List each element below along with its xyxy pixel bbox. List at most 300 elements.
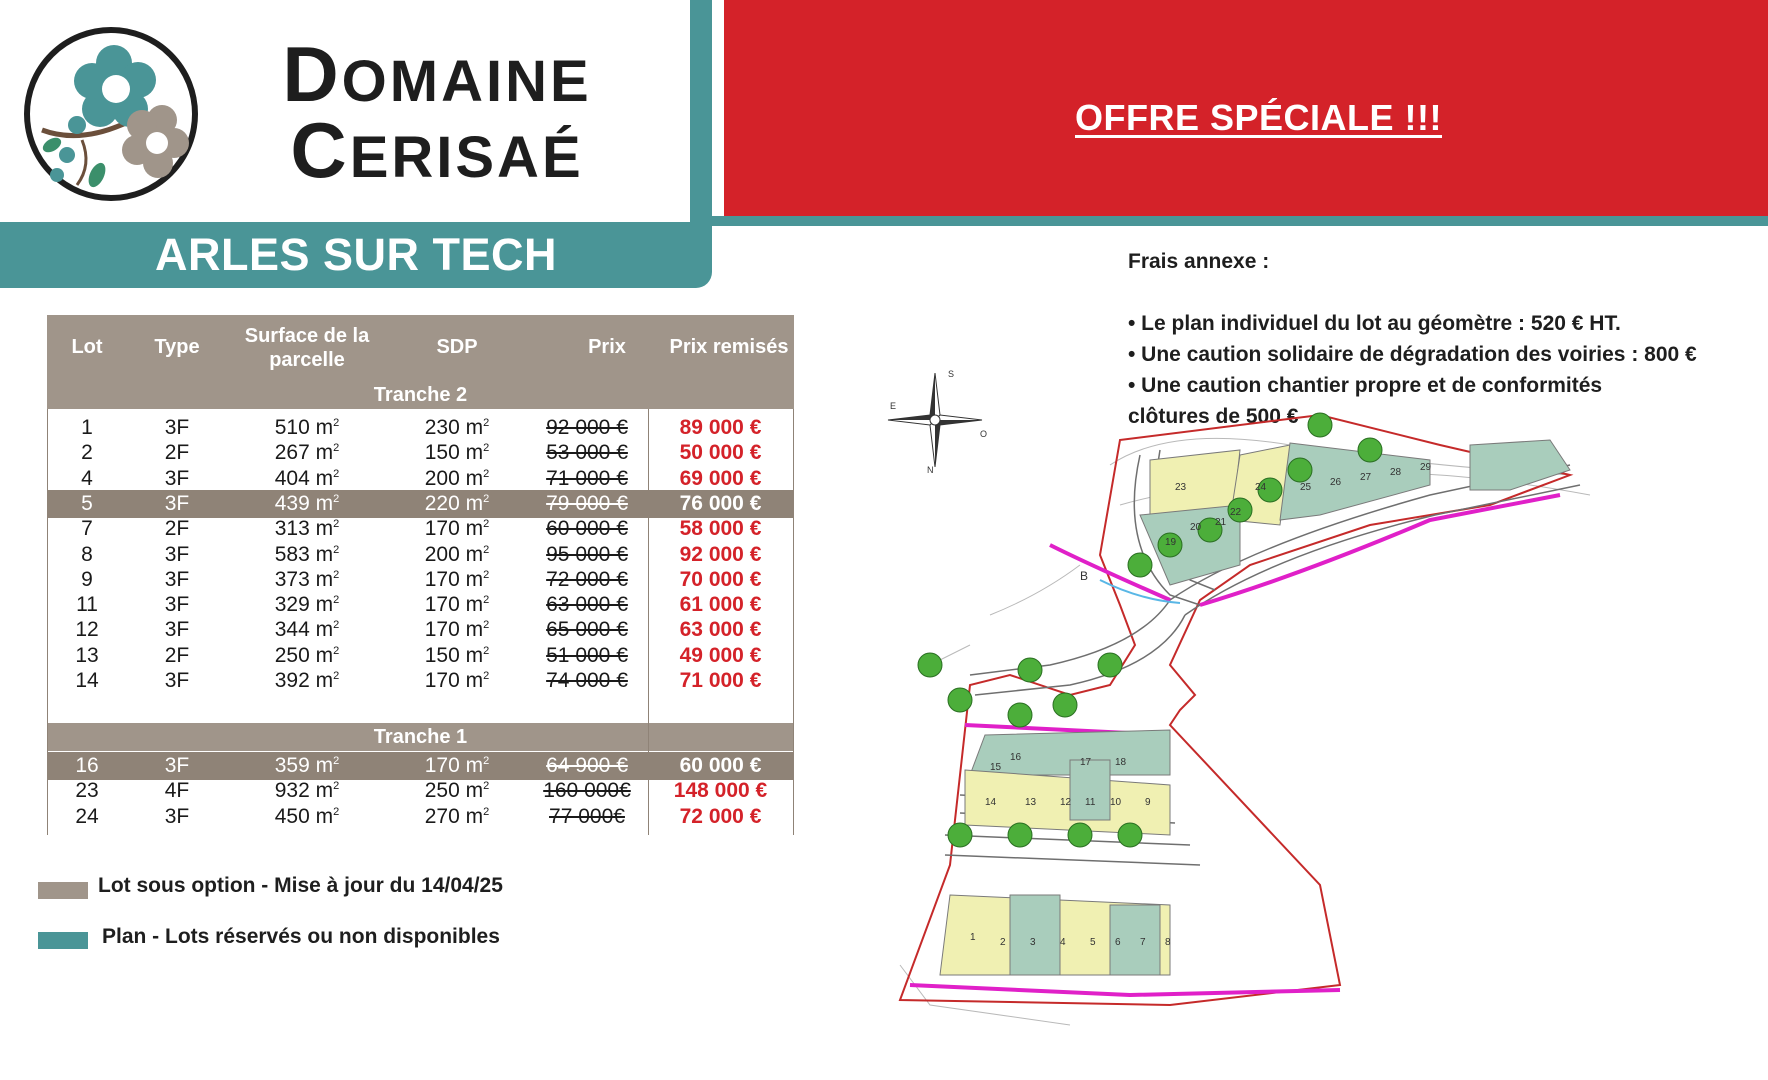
cell-surface-value: 439	[274, 491, 310, 515]
area-exponent: 2	[483, 755, 490, 767]
cell-type-value: 3F	[164, 804, 190, 828]
cell-prix-remise-value: 61 000 €	[679, 593, 762, 617]
lot-number: 9	[1145, 797, 1151, 808]
table-row	[47, 803, 794, 831]
area-exponent: 2	[333, 518, 340, 531]
area-unit: m	[465, 441, 484, 465]
cell-prix-value: 92 000 €	[546, 416, 628, 439]
table-row	[47, 591, 794, 619]
area-unit: m	[465, 416, 484, 439]
area-exponent: 2	[483, 492, 490, 505]
area-unit: m	[315, 517, 334, 541]
cell-prix-remise	[648, 803, 793, 831]
lot-number: 3	[1030, 937, 1036, 948]
cell-prix-remise	[648, 616, 793, 644]
cell-prix	[527, 515, 647, 543]
cell-sdp-value: 170	[424, 669, 460, 692]
cell-prix-value: 72 000 €	[546, 567, 628, 591]
header-teal-line	[690, 216, 1768, 226]
cell-prix-remise	[648, 642, 793, 670]
cell-lot-value: 24	[75, 804, 99, 828]
cell-prix-remise	[648, 414, 793, 442]
lot-number: 25	[1300, 482, 1312, 493]
lot-number: 5	[1090, 937, 1096, 948]
area-unit: m	[315, 542, 334, 566]
lot-number: 24	[1255, 482, 1267, 493]
cell-type	[127, 591, 227, 619]
lot-number: 8	[1165, 937, 1171, 948]
cell-sdp	[387, 752, 527, 780]
special-offer-title: OFFRE SPÉCIALE !!!	[1075, 97, 1442, 138]
cell-prix-value: 71 000 €	[546, 466, 628, 490]
cell-prix-value: 64 900 €	[546, 754, 628, 777]
cell-lot-value: 7	[81, 517, 93, 541]
cell-prix-value: 51 000 €	[546, 643, 628, 667]
area-exponent: 2	[483, 644, 490, 657]
lot-number: 2	[1000, 937, 1006, 948]
cell-lot	[47, 541, 127, 569]
cell-prix-remise	[648, 591, 793, 619]
area-unit: m	[465, 542, 484, 566]
lot-number: 21	[1215, 517, 1227, 528]
cell-type	[127, 642, 227, 670]
compass-e: E	[890, 401, 897, 411]
area-exponent: 2	[333, 755, 340, 767]
area-unit: m	[315, 779, 334, 803]
lot-number: 26	[1330, 477, 1342, 488]
area-exponent: 2	[483, 442, 490, 455]
area-exponent: 2	[333, 568, 340, 581]
cell-lot	[47, 591, 127, 619]
table-row-option	[47, 752, 794, 780]
cell-surface	[227, 642, 387, 670]
area-unit: m	[315, 643, 334, 667]
area-unit: m	[465, 754, 484, 777]
area-exponent: 2	[333, 417, 340, 429]
lot-number: 11	[1085, 797, 1096, 808]
cell-surface	[227, 777, 387, 805]
lot-number: 13	[1025, 797, 1037, 808]
area-exponent: 2	[483, 518, 490, 531]
cell-type-value: 3F	[164, 669, 190, 692]
area-exponent: 2	[333, 492, 340, 505]
cell-prix-remise-value: 89 000 €	[679, 416, 762, 439]
area-exponent: 2	[333, 543, 340, 556]
cell-type-value: 2F	[164, 517, 190, 541]
cell-prix	[527, 566, 647, 594]
cell-lot-value: 9	[81, 567, 93, 591]
cell-lot	[47, 515, 127, 543]
cell-prix-remise-value: 50 000 €	[679, 441, 762, 465]
cell-prix-remise	[648, 465, 793, 493]
cell-prix-remise-value: 148 000 €	[673, 779, 768, 803]
lot-number: 7	[1140, 937, 1146, 948]
area-exponent: 2	[483, 417, 490, 429]
header-surface: Surface de la parcelle	[244, 325, 370, 371]
lot-number: 16	[1010, 752, 1022, 763]
cell-surface	[227, 667, 387, 695]
cell-surface-value: 373	[274, 567, 310, 591]
cell-type	[127, 490, 227, 518]
cell-surface-value: 250	[274, 643, 310, 667]
area-exponent: 2	[333, 805, 340, 818]
cell-surface	[227, 541, 387, 569]
cell-prix-remise	[648, 667, 793, 695]
area-exponent: 2	[483, 670, 490, 682]
cell-prix	[527, 541, 647, 569]
cell-surface	[227, 566, 387, 594]
cell-lot-value: 5	[81, 491, 93, 515]
cell-surface-value: 329	[274, 593, 310, 617]
area-exponent: 2	[333, 619, 340, 632]
area-exponent: 2	[333, 594, 340, 607]
table-divider	[648, 409, 649, 835]
area-exponent: 2	[483, 543, 490, 556]
cell-sdp-value: 170	[424, 754, 460, 777]
area-exponent: 2	[333, 467, 340, 480]
area-unit: m	[465, 618, 484, 642]
area-unit: m	[465, 466, 484, 490]
cell-sdp-value: 150	[424, 441, 460, 465]
cell-sdp-value: 200	[424, 542, 460, 566]
cell-surface	[227, 490, 387, 518]
cell-surface	[227, 616, 387, 644]
cell-prix	[527, 752, 647, 780]
cell-surface	[227, 465, 387, 493]
cell-lot	[47, 616, 127, 644]
lot-number: 23	[1175, 482, 1187, 493]
cell-sdp-value: 250	[424, 779, 460, 803]
city-name: ARLES SUR TECH	[154, 229, 558, 280]
cell-type-value: 2F	[164, 643, 190, 667]
cell-sdp-value: 170	[424, 517, 460, 541]
cell-sdp-value: 270	[424, 804, 460, 828]
area-unit: m	[315, 804, 334, 828]
cell-surface	[227, 752, 387, 780]
cell-surface	[227, 591, 387, 619]
cell-surface-value: 932	[274, 779, 310, 803]
fees-title: Frais annexe :	[1128, 250, 1270, 273]
cell-lot	[47, 465, 127, 493]
area-unit: m	[315, 618, 334, 642]
cell-type-value: 4F	[164, 779, 190, 803]
cell-prix-value: 74 000 €	[546, 669, 628, 692]
header-prix-remises: Prix remisés	[669, 336, 789, 358]
cell-prix	[527, 439, 647, 467]
header-lot: Lot	[71, 336, 103, 358]
table-row	[47, 642, 794, 670]
cell-type	[127, 515, 227, 543]
cell-lot	[47, 566, 127, 594]
cell-type-value: 3F	[164, 542, 190, 566]
area-unit: m	[315, 754, 334, 777]
cell-lot	[47, 667, 127, 695]
area-unit: m	[465, 491, 484, 515]
cell-sdp	[387, 490, 527, 518]
cell-prix-remise-value: 70 000 €	[679, 567, 762, 591]
cell-prix-remise-value: 58 000 €	[679, 517, 762, 541]
table-border	[793, 409, 794, 835]
cell-sdp	[387, 642, 527, 670]
cell-prix-remise	[648, 541, 793, 569]
cell-sdp	[387, 566, 527, 594]
cell-lot-value: 16	[75, 754, 99, 777]
cell-surface	[227, 439, 387, 467]
cell-lot	[47, 439, 127, 467]
cell-type	[127, 541, 227, 569]
area-unit: m	[315, 441, 334, 465]
cell-type	[127, 616, 227, 644]
domaine-cerisae-logo	[22, 25, 200, 203]
cell-surface-value: 450	[274, 804, 310, 828]
brand-line2: CERISAÉ	[290, 106, 584, 194]
header-prix: Prix	[588, 336, 626, 358]
area-unit: m	[315, 466, 334, 490]
cell-prix-remise	[648, 490, 793, 518]
cell-prix-value: 60 000 €	[546, 517, 628, 541]
table-row	[47, 566, 794, 594]
area-exponent: 2	[483, 467, 490, 480]
legend-plan-swatch	[38, 932, 88, 949]
cell-lot	[47, 642, 127, 670]
cell-prix	[527, 642, 647, 670]
cell-sdp	[387, 465, 527, 493]
cell-prix-value: 65 000 €	[546, 618, 628, 642]
area-unit: m	[315, 567, 334, 591]
cell-type-value: 3F	[164, 567, 190, 591]
legend-plan-label: Plan - Lots réservés ou non disponibles	[102, 925, 500, 948]
table-row	[47, 414, 794, 442]
lot-number: 4	[1060, 937, 1066, 948]
lot-number: 28	[1390, 467, 1402, 478]
compass-o: O	[980, 429, 988, 439]
lot-number: 20	[1190, 522, 1202, 533]
header-type: Type	[154, 336, 200, 358]
cell-type-value: 3F	[164, 491, 190, 515]
cell-type-value: 3F	[164, 593, 190, 617]
section-label: B	[1080, 569, 1089, 583]
cell-lot-value: 13	[75, 643, 99, 667]
cell-prix-remise	[648, 777, 793, 805]
table-row-option	[47, 490, 794, 518]
cell-surface-value: 510	[274, 416, 310, 439]
lot-number: 29	[1420, 462, 1432, 473]
cell-lot-value: 14	[75, 669, 99, 692]
cell-type-value: 3F	[164, 754, 190, 777]
area-exponent: 2	[333, 670, 340, 682]
cell-surface-value: 267	[274, 441, 310, 465]
lot-number: 27	[1360, 472, 1372, 483]
cell-lot	[47, 777, 127, 805]
cell-prix	[527, 490, 647, 518]
table-row	[47, 439, 794, 467]
cell-sdp	[387, 667, 527, 695]
cell-sdp-value: 170	[424, 618, 460, 642]
lot-number: 22	[1230, 507, 1242, 518]
area-unit: m	[315, 416, 334, 439]
cell-surface-value: 404	[274, 466, 310, 490]
cell-lot	[47, 803, 127, 831]
cell-sdp-value: 170	[424, 593, 460, 617]
cell-surface-value: 344	[274, 618, 310, 642]
cell-sdp-value: 230	[424, 416, 460, 439]
table-row	[47, 777, 794, 805]
cell-surface	[227, 803, 387, 831]
area-unit: m	[465, 804, 484, 828]
lot-number: 6	[1115, 937, 1121, 948]
cell-type-value: 3F	[164, 466, 190, 490]
table-row	[47, 515, 794, 543]
cell-prix-remise-value: 71 000 €	[679, 669, 762, 692]
cell-prix-value: 79 000 €	[546, 491, 628, 515]
area-exponent: 2	[483, 619, 490, 632]
compass-n: N	[927, 465, 934, 475]
brand-title	[272, 30, 602, 194]
area-unit: m	[465, 567, 484, 591]
area-unit: m	[465, 779, 484, 803]
cell-surface	[227, 414, 387, 442]
cell-lot-value: 1	[81, 416, 93, 439]
area-exponent: 2	[483, 568, 490, 581]
cell-prix-remise-value: 69 000 €	[679, 466, 762, 490]
cell-prix	[527, 591, 647, 619]
lot-number: 19	[1165, 537, 1177, 548]
cell-surface-value: 359	[274, 754, 310, 777]
area-exponent: 2	[333, 442, 340, 455]
cell-type-value: 3F	[164, 416, 190, 439]
area-unit: m	[465, 593, 484, 617]
cell-surface	[227, 515, 387, 543]
cell-surface-value: 313	[274, 517, 310, 541]
cell-prix-value: 53 000 €	[546, 441, 628, 465]
lot-number: 12	[1060, 797, 1072, 808]
cell-type	[127, 667, 227, 695]
cell-prix-remise-value: 76 000 €	[679, 491, 762, 515]
cell-type	[127, 414, 227, 442]
lot-number: 18	[1115, 757, 1127, 768]
table-border	[47, 409, 48, 835]
area-exponent: 2	[333, 780, 340, 793]
cell-sdp-value: 170	[424, 567, 460, 591]
cell-prix-remise-value: 49 000 €	[679, 643, 762, 667]
cell-prix-remise-value: 63 000 €	[679, 618, 762, 642]
cell-type	[127, 803, 227, 831]
area-exponent: 2	[483, 780, 490, 793]
cell-prix	[527, 414, 647, 442]
cell-lot-value: 11	[76, 593, 98, 617]
cell-type-value: 3F	[164, 618, 190, 642]
area-unit: m	[465, 643, 484, 667]
cell-surface-value: 583	[274, 542, 310, 566]
legend-option-label: Lot sous option - Mise à jour du 14/04/25	[98, 874, 503, 897]
cell-prix-remise-value: 60 000 €	[679, 754, 762, 777]
compass-s: S	[948, 369, 955, 379]
cell-sdp	[387, 541, 527, 569]
cell-prix-value: 95 000 €	[546, 542, 628, 566]
cell-lot	[47, 490, 127, 518]
area-exponent: 2	[483, 594, 490, 607]
cell-sdp-value: 200	[424, 466, 460, 490]
lot-number: 14	[985, 797, 997, 808]
site-plan	[870, 365, 1660, 1035]
cell-prix-remise	[648, 515, 793, 543]
cell-lot-value: 4	[81, 466, 93, 490]
table-row	[47, 667, 794, 695]
cell-lot	[47, 414, 127, 442]
cell-type-value: 2F	[164, 441, 190, 465]
cell-prix	[527, 465, 647, 493]
table-row	[47, 541, 794, 569]
area-unit: m	[315, 593, 334, 617]
cell-sdp	[387, 616, 527, 644]
cell-prix-value: 63 000 €	[546, 593, 628, 617]
cell-prix-remise-value: 72 000 €	[679, 804, 762, 828]
cell-sdp	[387, 777, 527, 805]
cell-type	[127, 439, 227, 467]
table-row	[47, 465, 794, 493]
brand-line1: DOMAINE	[282, 30, 592, 118]
cell-prix-remise	[648, 752, 793, 780]
cell-lot-value: 23	[75, 779, 99, 803]
area-unit: m	[465, 517, 484, 541]
lot-number: 1	[970, 932, 976, 943]
area-unit: m	[315, 669, 334, 692]
cell-type	[127, 566, 227, 594]
cell-lot-value: 12	[75, 618, 99, 642]
area-unit: m	[315, 491, 334, 515]
area-exponent: 2	[333, 644, 340, 657]
lot-number: 10	[1110, 797, 1122, 808]
lot-number: 17	[1080, 757, 1092, 768]
tranche-2-label: Tranche 2	[47, 382, 794, 409]
header-teal-bar	[690, 0, 712, 222]
cell-prix-remise-value: 92 000 €	[679, 542, 762, 566]
cell-sdp	[387, 803, 527, 831]
tranche-1-label: Tranche 1	[47, 723, 794, 751]
cell-sdp-value: 150	[424, 643, 460, 667]
cell-lot-value: 8	[81, 542, 93, 566]
cell-sdp	[387, 439, 527, 467]
fee-item: • Une caution chantier propre et de conformités	[1128, 374, 1603, 397]
cell-prix-value: 160 000€	[543, 779, 631, 803]
cell-type	[127, 752, 227, 780]
area-exponent: 2	[483, 805, 490, 818]
fee-item: • Une caution solidaire de dégradation des voiries : 800 €	[1128, 343, 1697, 366]
cell-sdp	[387, 414, 527, 442]
cell-surface-value: 392	[274, 669, 310, 692]
table-row	[47, 616, 794, 644]
cell-sdp	[387, 591, 527, 619]
cell-type	[127, 777, 227, 805]
cell-sdp-value: 220	[424, 491, 460, 515]
cell-prix	[527, 667, 647, 695]
cell-lot	[47, 752, 127, 780]
cell-type	[127, 465, 227, 493]
cell-prix	[527, 616, 647, 644]
lot-number: 15	[990, 762, 1002, 773]
legend-option-swatch	[38, 882, 88, 899]
cell-lot-value: 2	[81, 441, 93, 465]
cell-sdp	[387, 515, 527, 543]
cell-prix	[527, 777, 647, 805]
fee-item: • Le plan individuel du lot au géomètre : 520 € HT.	[1128, 312, 1621, 335]
cell-prix-remise	[648, 566, 793, 594]
header-sdp: SDP	[436, 336, 478, 358]
cell-prix	[527, 803, 647, 831]
area-unit: m	[465, 669, 484, 692]
fee-item: clôtures de 500 €	[1128, 405, 1299, 428]
cell-prix-remise	[648, 439, 793, 467]
